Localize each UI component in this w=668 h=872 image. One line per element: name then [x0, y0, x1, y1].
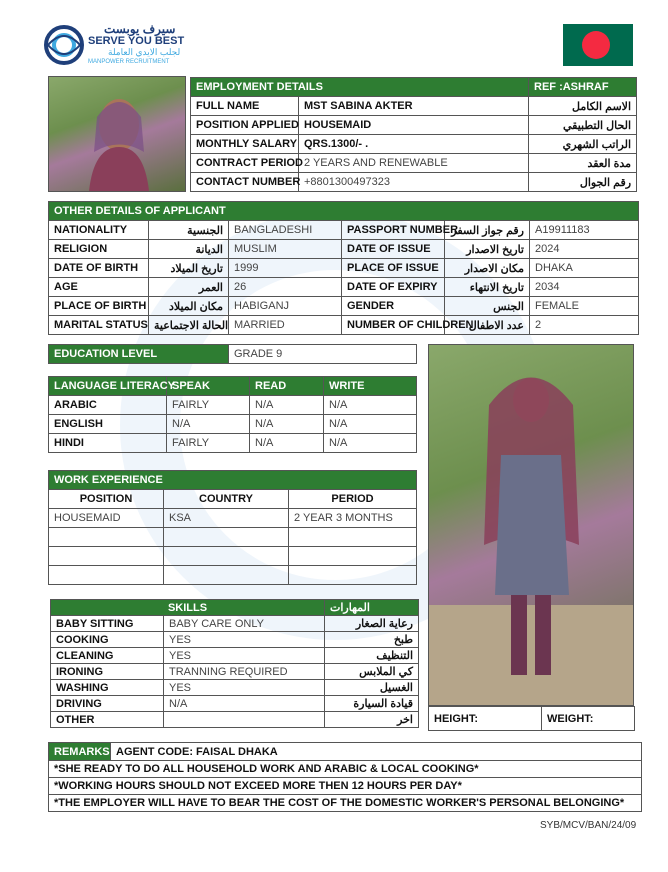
table-row: [51, 712, 419, 728]
language-name: HINDI: [49, 434, 167, 453]
label-contact: CONTACT NUMBER: [191, 173, 299, 192]
value-dob: 1999: [229, 259, 342, 278]
table-row: [49, 396, 417, 415]
arabic-nationality: الجنسية: [149, 221, 229, 240]
label-date-issue: DATE OF ISSUE: [342, 240, 445, 259]
education-label: EDUCATION LEVEL: [49, 345, 229, 364]
label-position: POSITION APPLIED: [191, 116, 299, 135]
work-experience-table: [48, 470, 417, 585]
arabic-salary: الراتب الشهري: [529, 135, 637, 154]
arabic-expiry: تاريخ الانتهاء: [445, 278, 530, 297]
remarks-table: [48, 742, 642, 812]
country-header: COUNTRY: [164, 490, 289, 509]
value-nationality: BANGLADESHI: [229, 221, 342, 240]
value-salary: QRS.1300/- .: [299, 135, 529, 154]
label-nationality: NATIONALITY: [49, 221, 149, 240]
skill-name: IRONING: [51, 664, 164, 680]
skill-arabic: اخر: [325, 712, 419, 728]
label-gender: GENDER: [342, 297, 445, 316]
speak-header: SPEAK: [167, 377, 250, 396]
speak-value: N/A: [167, 415, 250, 434]
label-contract: CONTRACT PERIOD: [191, 154, 299, 173]
arabic-contract: مدة العقد: [529, 154, 637, 173]
value-date-issue: 2024: [530, 240, 639, 259]
language-name: ARABIC: [49, 396, 167, 415]
skill-arabic: قيادة السيارة: [325, 696, 419, 712]
value-passport: A19911183: [530, 221, 639, 240]
label-full-name: FULL NAME: [191, 97, 299, 116]
table-row: [49, 547, 417, 566]
arabic-religion: الديانة: [149, 240, 229, 259]
applicant-photo-full: [428, 344, 634, 706]
read-value: N/A: [250, 434, 324, 453]
employment-details-table: [190, 77, 637, 192]
company-logo: [42, 22, 212, 70]
value-pob: HABIGANJ: [229, 297, 342, 316]
arabic-dob: تاريخ الميلاد: [149, 259, 229, 278]
write-value: N/A: [324, 415, 417, 434]
read-header: READ: [250, 377, 324, 396]
agent-code: AGENT CODE: FAISAL DHAKA: [111, 743, 642, 761]
bangladesh-flag-icon: [563, 24, 633, 66]
label-salary: MONTHLY SALARY: [191, 135, 299, 154]
arabic-gender: الجنس: [445, 297, 530, 316]
skill-level: N/A: [164, 696, 325, 712]
language-header: LANGUAGE LITERACY: [49, 377, 167, 396]
table-row: [49, 415, 417, 434]
arabic-children: عدد الاطفال: [445, 316, 530, 335]
label-age: AGE: [49, 278, 149, 297]
table-row: [49, 434, 417, 453]
label-place-issue: PLACE OF ISSUE: [342, 259, 445, 278]
skill-arabic: كي الملابس: [325, 664, 419, 680]
label-children: NUMBER OF CHILDREN: [342, 316, 445, 335]
skills-table: [50, 599, 419, 728]
value-religion: MUSLIM: [229, 240, 342, 259]
skill-level: TRANNING REQUIRED: [164, 664, 325, 680]
skill-arabic: التنظيف: [325, 648, 419, 664]
value-place-issue: DHAKA: [530, 259, 639, 278]
write-header: WRITE: [324, 377, 417, 396]
table-row: [49, 509, 417, 528]
arabic-contact: رقم الجوال: [529, 173, 637, 192]
table-row: [51, 680, 419, 696]
arabic-pob: مكان الميلاد: [149, 297, 229, 316]
skill-level: BABY CARE ONLY: [164, 616, 325, 632]
table-row: [51, 616, 419, 632]
logo-arabic: سيرف يوبست: [104, 22, 176, 36]
table-row: [49, 528, 417, 547]
education-value: GRADE 9: [229, 345, 417, 364]
table-row: [51, 648, 419, 664]
position-header: POSITION: [49, 490, 164, 509]
skills-title: SKILLS: [51, 600, 325, 616]
skill-arabic: طبخ: [325, 632, 419, 648]
speak-value: FAIRLY: [167, 434, 250, 453]
label-marital: MARITAL STATUS: [49, 316, 149, 335]
skill-name: COOKING: [51, 632, 164, 648]
remarks-label: REMARKS: [49, 743, 111, 761]
value-gender: FEMALE: [530, 297, 639, 316]
table-row: [51, 632, 419, 648]
ref-label: REF :ASHRAF: [529, 78, 637, 97]
applicant-photo-small: [48, 76, 186, 192]
value-full-name: MST SABINA AKTER: [299, 97, 529, 116]
skill-name: OTHER: [51, 712, 164, 728]
value-contract: 2 YEARS AND RENEWABLE: [299, 154, 529, 173]
arabic-position: الحال التطبيقي: [529, 116, 637, 135]
skill-name: DRIVING: [51, 696, 164, 712]
footer-code: SYB/MCV/BAN/24/09: [540, 820, 637, 831]
value-children: 2: [530, 316, 639, 335]
read-value: N/A: [250, 396, 324, 415]
skill-arabic: الغسيل: [325, 680, 419, 696]
work-title: WORK EXPERIENCE: [49, 471, 417, 490]
measurements-table: [428, 706, 635, 731]
work-country: KSA: [164, 509, 289, 528]
remark-line: *SHE READY TO DO ALL HOUSEHOLD WORK AND ARABIC & LOCAL COOKING*: [49, 761, 642, 778]
label-dob: DATE OF BIRTH: [49, 259, 149, 278]
logo-icon: [42, 22, 86, 68]
skill-name: WASHING: [51, 680, 164, 696]
read-value: N/A: [250, 415, 324, 434]
arabic-passport: رقم جواز السفر: [445, 221, 530, 240]
table-row: [49, 566, 417, 585]
write-value: N/A: [324, 396, 417, 415]
employment-title: EMPLOYMENT DETAILS: [191, 78, 529, 97]
skill-level: YES: [164, 648, 325, 664]
value-age: 26: [229, 278, 342, 297]
label-passport: PASSPORT NUMBER: [342, 221, 445, 240]
table-row: [51, 696, 419, 712]
other-details-table: [48, 201, 639, 335]
arabic-place-issue: مكان الاصدار: [445, 259, 530, 278]
language-name: ENGLISH: [49, 415, 167, 434]
label-pob: PLACE OF BIRTH: [49, 297, 149, 316]
skill-name: BABY SITTING: [51, 616, 164, 632]
label-religion: RELIGION: [49, 240, 149, 259]
arabic-age: العمر: [149, 278, 229, 297]
arabic-marital: الحالة الاجتماعية: [149, 316, 229, 335]
skill-level: [164, 712, 325, 728]
height-label: HEIGHT:: [429, 707, 542, 731]
language-table: [48, 376, 417, 453]
value-contact: +8801300497323: [299, 173, 529, 192]
work-period: 2 YEAR 3 MONTHS: [289, 509, 417, 528]
work-position: HOUSEMAID: [49, 509, 164, 528]
table-row: [51, 664, 419, 680]
remark-line: *WORKING HOURS SHOULD NOT EXCEED MORE THEN 12 HOURS PER DAY*: [49, 778, 642, 795]
value-position: HOUSEMAID: [299, 116, 529, 135]
speak-value: FAIRLY: [167, 396, 250, 415]
value-expiry: 2034: [530, 278, 639, 297]
write-value: N/A: [324, 434, 417, 453]
education-table: [48, 344, 417, 364]
arabic-date-issue: تاريخ الاصدار: [445, 240, 530, 259]
logo-tagline: MANPOWER RECRUITMENT: [88, 59, 170, 65]
remark-line: *THE EMPLOYER WILL HAVE TO BEAR THE COST OF THE DOMESTIC WORKER'S PERSONAL BELONGING*: [49, 795, 642, 812]
other-title: OTHER DETAILS OF APPLICANT: [49, 202, 639, 221]
skill-arabic: رعاية الصغار: [325, 616, 419, 632]
weight-label: WEIGHT:: [542, 707, 635, 731]
skill-name: CLEANING: [51, 648, 164, 664]
period-header: PERIOD: [289, 490, 417, 509]
arabic-full-name: الاسم الكامل: [529, 97, 637, 116]
skills-title-arabic: المهارات: [325, 600, 419, 616]
skill-level: YES: [164, 632, 325, 648]
logo-arabic-sub: لجلب الايدي العاملة: [108, 47, 181, 57]
logo-name: SERVE YOU BEST: [88, 35, 185, 47]
value-marital: MARRIED: [229, 316, 342, 335]
skill-level: YES: [164, 680, 325, 696]
label-expiry: DATE OF EXPIRY: [342, 278, 445, 297]
